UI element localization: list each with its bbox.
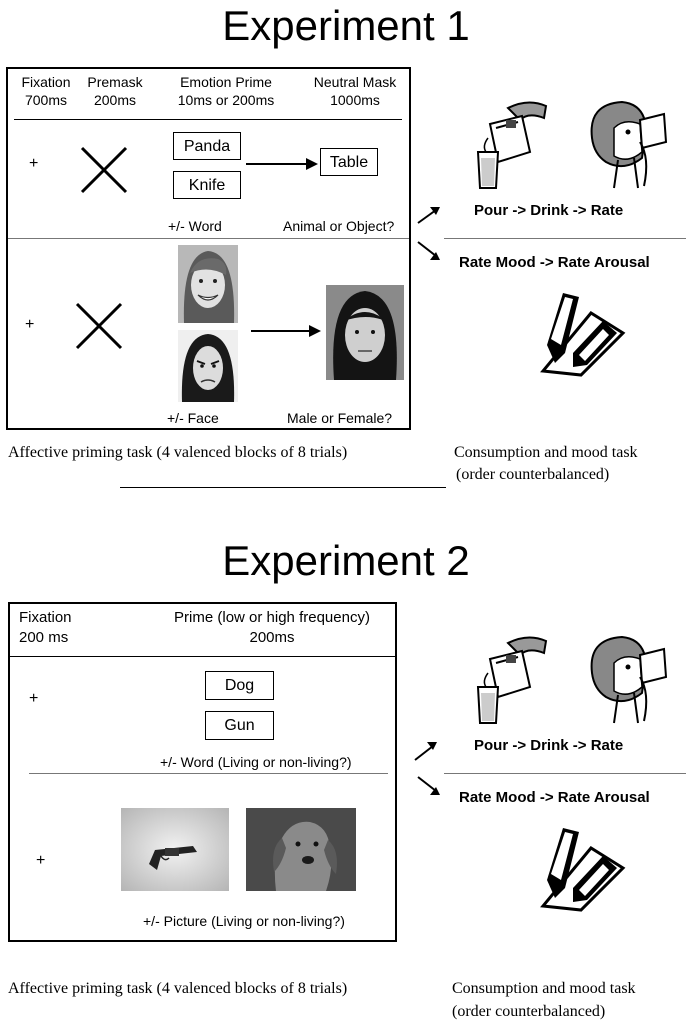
exp2-up-arrow-icon (413, 740, 439, 762)
exp1-face-question: Male or Female? (287, 410, 393, 426)
exp2-header-prime (155, 608, 389, 648)
exp1-pencil-rating-icon (533, 283, 627, 378)
exp1-row-divider (8, 238, 409, 239)
header-duration: 200 ms (19, 629, 69, 646)
exp1-pour-icon (468, 98, 548, 190)
header-label: Neutral Mask (313, 74, 397, 90)
exp1-prime-word-box: Panda (173, 132, 241, 160)
exp1-face-fixation-cross: + (25, 316, 35, 333)
exp2-pencil-rating-icon (533, 818, 627, 913)
exp1-caption-left: Affective priming task (4 valenced blocks of 8 trials) (8, 444, 348, 461)
exp2-word-label: +/- Word (Living or non-living?) (160, 754, 352, 770)
exp2-header-fixation (19, 608, 72, 648)
exp2-mood-label: Rate Mood -> Rate Arousal (459, 789, 650, 806)
exp1-up-arrow-icon (416, 205, 442, 225)
exp1-mood-label: Rate Mood -> Rate Arousal (459, 254, 650, 271)
exp1-face-arrow-icon (251, 325, 321, 337)
exp1-consumption-label: Pour -> Drink -> Rate (474, 202, 624, 219)
exp2-row-divider (29, 773, 388, 774)
exp1-caption-right-2: (order counterbalanced) (456, 466, 610, 483)
header-duration: 200ms (249, 629, 295, 646)
exp2-caption-right-2: (order counterbalanced) (452, 1003, 606, 1020)
exp2-right-divider (444, 773, 686, 774)
exp1-header-divider (14, 119, 402, 120)
exp1-drink-icon (584, 98, 668, 190)
header-duration: 1000ms (330, 92, 380, 108)
exp1-down-arrow-icon (416, 240, 442, 262)
exp1-angry-face-photo (178, 330, 238, 402)
exp1-header-premask (80, 73, 150, 109)
exp2-picture-fixation-cross: + (36, 852, 46, 869)
exp2-word-fixation-cross: + (29, 690, 39, 707)
exp2-pour-icon (468, 633, 548, 725)
exp1-header-emotion-prime (160, 73, 292, 109)
header-label: Prime (low or high frequency) (174, 609, 370, 626)
exp2-caption-left: Affective priming task (4 valenced blocks of 8 trials) (8, 980, 348, 997)
exp2-prime-word-box: Gun (205, 711, 274, 740)
exp2-dog-photo (246, 808, 356, 891)
exp1-mask-word-box: Table (320, 148, 378, 176)
header-label: Fixation (21, 74, 71, 90)
header-label: Emotion Prime (180, 74, 272, 90)
exp2-prime-word-box: Dog (205, 671, 274, 700)
exp2-down-arrow-icon (416, 775, 442, 797)
exp2-picture-label: +/- Picture (Living or non-living?) (143, 913, 345, 929)
header-duration: 700ms (24, 92, 68, 108)
experiment-separator (120, 487, 446, 488)
exp1-header-fixation (14, 73, 78, 109)
experiment-1-title: Experiment 1 (222, 2, 470, 49)
exp1-prime-word-box: Knife (173, 171, 241, 199)
exp2-gun-photo (121, 808, 229, 891)
header-duration: 200ms (93, 92, 137, 108)
experiment-2-title: Experiment 2 (222, 537, 470, 584)
exp1-word-premask-icon (80, 146, 128, 194)
exp1-word-fixation-cross: + (29, 155, 39, 172)
exp1-face-premask-icon (75, 302, 123, 350)
exp1-face-label: +/- Face (167, 410, 219, 426)
exp1-header-neutral-mask (305, 73, 405, 109)
exp1-word-label: +/- Word (168, 218, 222, 234)
exp2-header-divider (10, 656, 395, 657)
exp1-happy-face-photo (178, 245, 238, 323)
exp1-word-arrow-icon (246, 158, 318, 170)
exp1-word-question: Animal or Object? (283, 218, 395, 234)
exp1-neutral-face-photo (326, 285, 404, 380)
header-label: Fixation (19, 609, 72, 626)
exp1-right-divider (444, 238, 686, 239)
exp2-caption-right-1: Consumption and mood task (452, 980, 636, 997)
header-duration: 10ms or 200ms (177, 92, 275, 108)
header-label: Premask (87, 74, 143, 90)
exp2-drink-icon (584, 633, 668, 725)
exp2-consumption-label: Pour -> Drink -> Rate (474, 737, 624, 754)
exp2-task-panel (8, 602, 397, 942)
exp1-caption-right-1: Consumption and mood task (454, 444, 638, 461)
